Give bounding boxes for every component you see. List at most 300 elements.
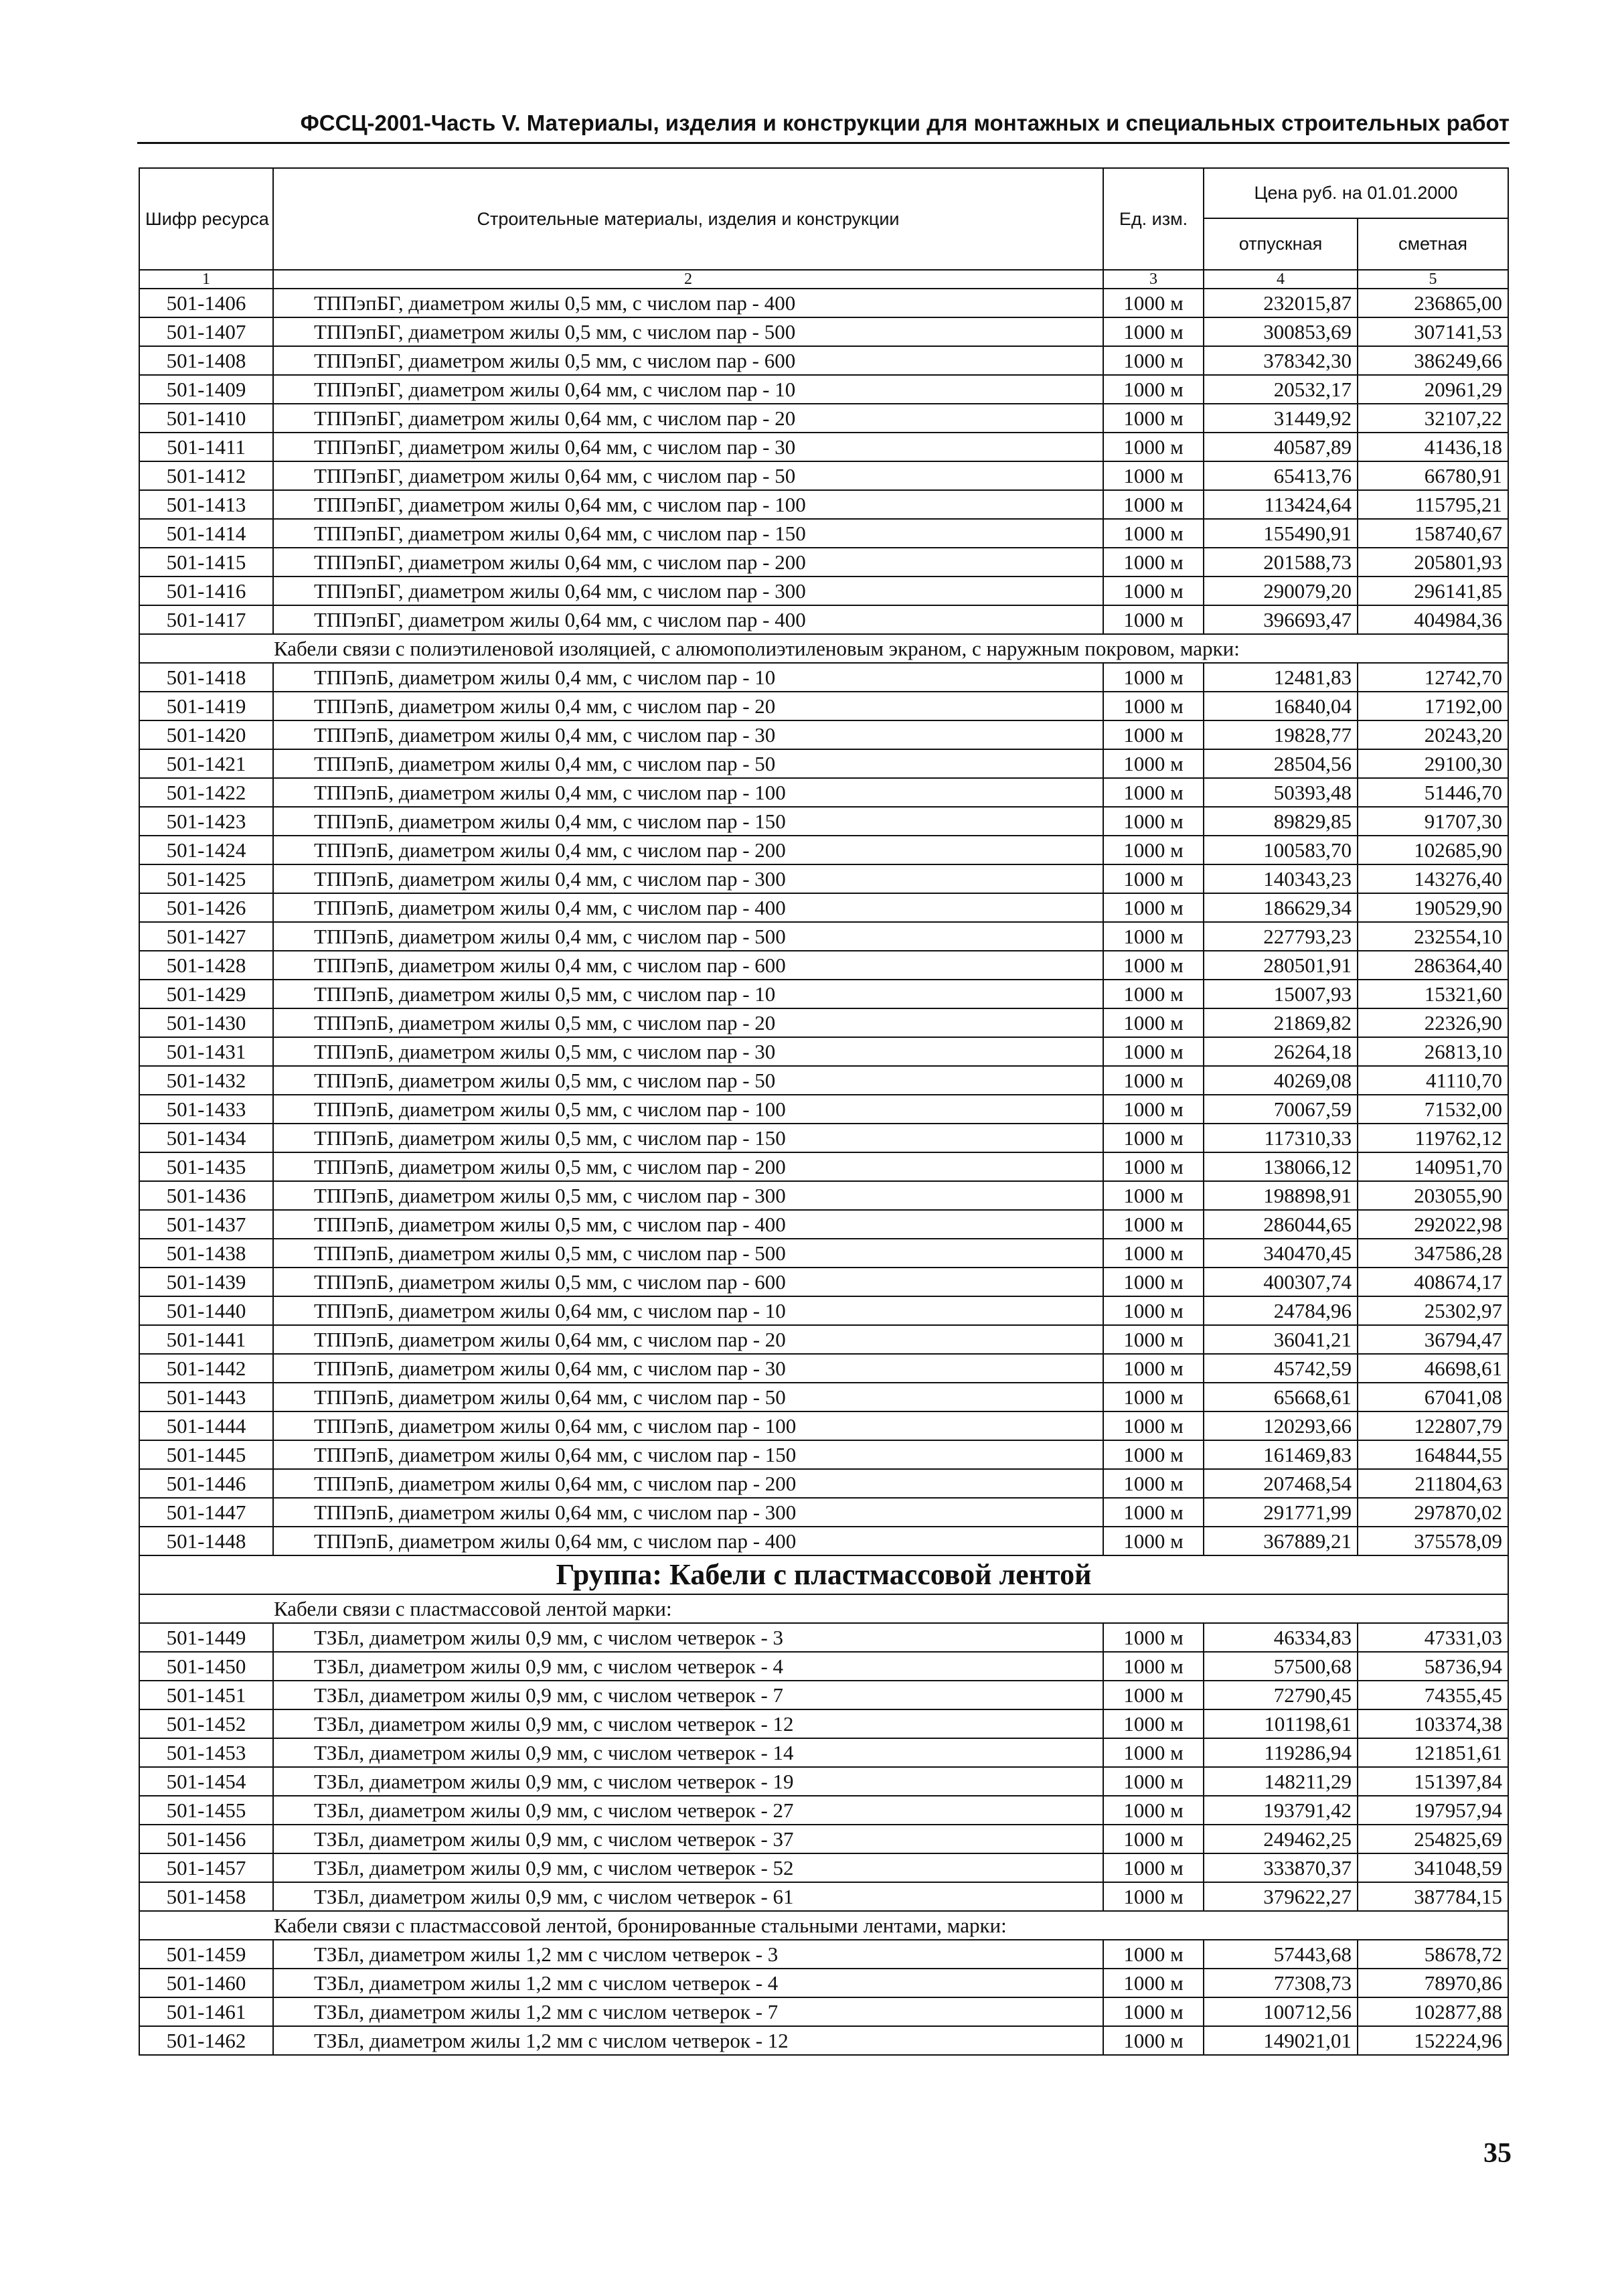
header-rule — [137, 142, 1510, 144]
release-price: 161469,83 — [1204, 1440, 1358, 1469]
estimate-price: 36794,47 — [1358, 1325, 1508, 1354]
material-name: ТППэпБ, диаметром жилы 0,4 мм, с числом пар - 20 — [273, 692, 1103, 720]
resource-code: 501-1453 — [139, 1738, 273, 1767]
unit: 1000 м — [1103, 289, 1204, 317]
release-price: 100583,70 — [1204, 836, 1358, 864]
resource-code: 501-1432 — [139, 1066, 273, 1095]
estimate-price: 115795,21 — [1358, 490, 1508, 519]
release-price: 101198,61 — [1204, 1709, 1358, 1738]
release-price: 45742,59 — [1204, 1354, 1358, 1383]
table-row — [139, 692, 1508, 720]
unit: 1000 м — [1103, 1008, 1204, 1037]
unit: 1000 м — [1103, 1440, 1204, 1469]
estimate-price: 197957,94 — [1358, 1796, 1508, 1825]
release-price: 155490,91 — [1204, 519, 1358, 548]
table-row — [139, 1008, 1508, 1037]
release-price: 113424,64 — [1204, 490, 1358, 519]
release-price: 148211,29 — [1204, 1767, 1358, 1796]
material-name: ТППэпБ, диаметром жилы 0,64 мм, с числом пар - 10 — [273, 1296, 1103, 1325]
material-name: ТППэпБГ, диаметром жилы 0,64 мм, с числом пар - 50 — [273, 461, 1103, 490]
estimate-price: 152224,96 — [1358, 2026, 1508, 2055]
estimate-price: 190529,90 — [1358, 893, 1508, 922]
resource-code: 501-1449 — [139, 1623, 273, 1652]
resource-code: 501-1452 — [139, 1709, 273, 1738]
col-header-price: Цена руб. на 01.01.2000 — [1204, 168, 1508, 218]
estimate-price: 164844,55 — [1358, 1440, 1508, 1469]
estimate-price: 103374,38 — [1358, 1709, 1508, 1738]
resource-code: 501-1454 — [139, 1767, 273, 1796]
estimate-price: 12742,70 — [1358, 663, 1508, 692]
col-header-name: Строительные материалы, изделия и конструкции — [273, 168, 1103, 270]
estimate-price: 387784,15 — [1358, 1882, 1508, 1911]
section-heading-row — [139, 1911, 1508, 1940]
unit: 1000 м — [1103, 605, 1204, 634]
table-row — [139, 433, 1508, 461]
release-price: 119286,94 — [1204, 1738, 1358, 1767]
estimate-price: 296141,85 — [1358, 577, 1508, 605]
estimate-price: 347586,28 — [1358, 1239, 1508, 1268]
release-price: 15007,93 — [1204, 980, 1358, 1008]
unit: 1000 м — [1103, 1037, 1204, 1066]
release-price: 24784,96 — [1204, 1296, 1358, 1325]
release-price: 138066,12 — [1204, 1152, 1358, 1181]
material-name: ТППэпБ, диаметром жилы 0,5 мм, с числом пар - 200 — [273, 1152, 1103, 1181]
material-name: ТППэпБГ, диаметром жилы 0,64 мм, с числом пар - 150 — [273, 519, 1103, 548]
column-numbers-row — [139, 270, 1508, 289]
unit: 1000 м — [1103, 864, 1204, 893]
estimate-price: 375578,09 — [1358, 1527, 1508, 1555]
table-row — [139, 1652, 1508, 1681]
table-row — [139, 1066, 1508, 1095]
table-row — [139, 663, 1508, 692]
release-price: 12481,83 — [1204, 663, 1358, 692]
unit: 1000 м — [1103, 1095, 1204, 1124]
estimate-price: 29100,30 — [1358, 749, 1508, 778]
table-row — [139, 605, 1508, 634]
release-price: 40269,08 — [1204, 1066, 1358, 1095]
material-name: ТППэпБ, диаметром жилы 0,64 мм, с числом пар - 300 — [273, 1498, 1103, 1527]
estimate-price: 205801,93 — [1358, 548, 1508, 577]
estimate-price: 66780,91 — [1358, 461, 1508, 490]
material-name: ТЗБл, диаметром жилы 0,9 мм, с числом четверок - 19 — [273, 1767, 1103, 1796]
table-row — [139, 1124, 1508, 1152]
table-row — [139, 951, 1508, 980]
table-row — [139, 1527, 1508, 1555]
material-name: ТППэпБГ, диаметром жилы 0,64 мм, с числом пар - 30 — [273, 433, 1103, 461]
price-table — [139, 167, 1509, 2056]
release-price: 378342,30 — [1204, 346, 1358, 375]
section-title: Кабели связи с пластмассовой лентой марки: — [139, 1594, 1508, 1623]
release-price: 290079,20 — [1204, 577, 1358, 605]
unit: 1000 м — [1103, 1354, 1204, 1383]
material-name: ТППэпБ, диаметром жилы 0,64 мм, с числом пар - 20 — [273, 1325, 1103, 1354]
release-price: 28504,56 — [1204, 749, 1358, 778]
unit: 1000 м — [1103, 346, 1204, 375]
table-row — [139, 749, 1508, 778]
table-row — [139, 375, 1508, 404]
material-name: ТППэпБ, диаметром жилы 0,64 мм, с числом пар - 400 — [273, 1527, 1103, 1555]
unit: 1000 м — [1103, 1124, 1204, 1152]
resource-code: 501-1456 — [139, 1825, 273, 1853]
unit: 1000 м — [1103, 1969, 1204, 1997]
material-name: ТППэпБГ, диаметром жилы 0,5 мм, с числом пар - 500 — [273, 317, 1103, 346]
resource-code: 501-1407 — [139, 317, 273, 346]
unit: 1000 м — [1103, 1411, 1204, 1440]
table-row — [139, 2026, 1508, 2055]
resource-code: 501-1451 — [139, 1681, 273, 1709]
estimate-price: 404984,36 — [1358, 605, 1508, 634]
release-price: 286044,65 — [1204, 1210, 1358, 1239]
unit: 1000 м — [1103, 836, 1204, 864]
release-price: 46334,83 — [1204, 1623, 1358, 1652]
resource-code: 501-1435 — [139, 1152, 273, 1181]
table-row — [139, 1738, 1508, 1767]
material-name: ТЗБл, диаметром жилы 1,2 мм с числом четверок - 7 — [273, 1997, 1103, 2026]
unit: 1000 м — [1103, 1325, 1204, 1354]
unit: 1000 м — [1103, 1681, 1204, 1709]
material-name: ТППэпБ, диаметром жилы 0,4 мм, с числом пар - 600 — [273, 951, 1103, 980]
material-name: ТППэпБ, диаметром жилы 0,4 мм, с числом пар - 400 — [273, 893, 1103, 922]
table-row — [139, 1411, 1508, 1440]
unit: 1000 м — [1103, 749, 1204, 778]
material-name: ТППэпБ, диаметром жилы 0,5 мм, с числом пар - 150 — [273, 1124, 1103, 1152]
table-row — [139, 980, 1508, 1008]
estimate-price: 292022,98 — [1358, 1210, 1508, 1239]
group-title: Группа: Кабели с пластмассовой лентой — [139, 1555, 1508, 1594]
table-row — [139, 1796, 1508, 1825]
table-row — [139, 1383, 1508, 1411]
resource-code: 501-1428 — [139, 951, 273, 980]
section-title: Кабели связи с полиэтиленовой изоляцией, с алюмополиэтиленовым экраном, с наружным покровом, марки: — [139, 634, 1508, 663]
material-name: ТППэпБ, диаметром жилы 0,5 мм, с числом пар - 10 — [273, 980, 1103, 1008]
material-name: ТЗБл, диаметром жилы 0,9 мм, с числом четверок - 61 — [273, 1882, 1103, 1911]
unit: 1000 м — [1103, 893, 1204, 922]
resource-code: 501-1418 — [139, 663, 273, 692]
section-heading-row — [139, 1594, 1508, 1623]
estimate-price: 341048,59 — [1358, 1853, 1508, 1882]
estimate-price: 254825,69 — [1358, 1825, 1508, 1853]
estimate-price: 32107,22 — [1358, 404, 1508, 433]
unit: 1000 м — [1103, 1527, 1204, 1555]
release-price: 19828,77 — [1204, 720, 1358, 749]
estimate-price: 102877,88 — [1358, 1997, 1508, 2026]
material-name: ТЗБл, диаметром жилы 1,2 мм с числом четверок - 3 — [273, 1940, 1103, 1969]
unit: 1000 м — [1103, 1239, 1204, 1268]
estimate-price: 91707,30 — [1358, 807, 1508, 836]
release-price: 280501,91 — [1204, 951, 1358, 980]
material-name: ТППэпБ, диаметром жилы 0,64 мм, с числом пар - 200 — [273, 1469, 1103, 1498]
col-number: 1 — [139, 270, 273, 289]
estimate-price: 58736,94 — [1358, 1652, 1508, 1681]
release-price: 140343,23 — [1204, 864, 1358, 893]
material-name: ТППэпБ, диаметром жилы 0,64 мм, с числом пар - 100 — [273, 1411, 1103, 1440]
unit: 1000 м — [1103, 1623, 1204, 1652]
estimate-price: 203055,90 — [1358, 1181, 1508, 1210]
unit: 1000 м — [1103, 663, 1204, 692]
unit: 1000 м — [1103, 1152, 1204, 1181]
release-price: 120293,66 — [1204, 1411, 1358, 1440]
table-row — [139, 289, 1508, 317]
material-name: ТППэпБГ, диаметром жилы 0,64 мм, с числом пар - 10 — [273, 375, 1103, 404]
release-price: 186629,34 — [1204, 893, 1358, 922]
estimate-price: 307141,53 — [1358, 317, 1508, 346]
table-row — [139, 1440, 1508, 1469]
estimate-price: 158740,67 — [1358, 519, 1508, 548]
material-name: ТППэпБ, диаметром жилы 0,4 мм, с числом пар - 150 — [273, 807, 1103, 836]
table-row — [139, 836, 1508, 864]
release-price: 50393,48 — [1204, 778, 1358, 807]
table-row — [139, 1325, 1508, 1354]
unit: 1000 м — [1103, 404, 1204, 433]
col-header-unit: Ед. изм. — [1103, 168, 1204, 270]
release-price: 249462,25 — [1204, 1825, 1358, 1853]
material-name: ТЗБл, диаметром жилы 0,9 мм, с числом четверок - 4 — [273, 1652, 1103, 1681]
material-name: ТППэпБ, диаметром жилы 0,4 мм, с числом пар - 30 — [273, 720, 1103, 749]
table-row — [139, 1882, 1508, 1911]
resource-code: 501-1440 — [139, 1296, 273, 1325]
resource-code: 501-1410 — [139, 404, 273, 433]
estimate-price: 122807,79 — [1358, 1411, 1508, 1440]
table-row — [139, 548, 1508, 577]
resource-code: 501-1406 — [139, 289, 273, 317]
estimate-price: 121851,61 — [1358, 1738, 1508, 1767]
resource-code: 501-1460 — [139, 1969, 273, 1997]
material-name: ТППэпБ, диаметром жилы 0,4 мм, с числом пар - 100 — [273, 778, 1103, 807]
material-name: ТППэпБ, диаметром жилы 0,5 мм, с числом пар - 400 — [273, 1210, 1103, 1239]
resource-code: 501-1424 — [139, 836, 273, 864]
release-price: 26264,18 — [1204, 1037, 1358, 1066]
material-name: ТЗБл, диаметром жилы 0,9 мм, с числом четверок - 27 — [273, 1796, 1103, 1825]
unit: 1000 м — [1103, 1825, 1204, 1853]
unit: 1000 м — [1103, 490, 1204, 519]
table-row — [139, 720, 1508, 749]
unit: 1000 м — [1103, 1738, 1204, 1767]
material-name: ТППэпБ, диаметром жилы 0,4 мм, с числом пар - 500 — [273, 922, 1103, 951]
unit: 1000 м — [1103, 1767, 1204, 1796]
material-name: ТЗБл, диаметром жилы 0,9 мм, с числом четверок - 52 — [273, 1853, 1103, 1882]
table-row — [139, 519, 1508, 548]
material-name: ТППэпБ, диаметром жилы 0,5 мм, с числом пар - 500 — [273, 1239, 1103, 1268]
release-price: 40587,89 — [1204, 433, 1358, 461]
estimate-price: 67041,08 — [1358, 1383, 1508, 1411]
estimate-price: 408674,17 — [1358, 1268, 1508, 1296]
material-name: ТППэпБГ, диаметром жилы 0,5 мм, с числом пар - 400 — [273, 289, 1103, 317]
release-price: 198898,91 — [1204, 1181, 1358, 1210]
col-number: 2 — [273, 270, 1103, 289]
material-name: ТЗБл, диаметром жилы 0,9 мм, с числом четверок - 14 — [273, 1738, 1103, 1767]
resource-code: 501-1445 — [139, 1440, 273, 1469]
table-row — [139, 864, 1508, 893]
release-price: 367889,21 — [1204, 1527, 1358, 1555]
table-row — [139, 1239, 1508, 1268]
release-price: 77308,73 — [1204, 1969, 1358, 1997]
resource-code: 501-1426 — [139, 893, 273, 922]
resource-code: 501-1461 — [139, 1997, 273, 2026]
resource-code: 501-1423 — [139, 807, 273, 836]
unit: 1000 м — [1103, 1652, 1204, 1681]
estimate-price: 232554,10 — [1358, 922, 1508, 951]
unit: 1000 м — [1103, 807, 1204, 836]
estimate-price: 17192,00 — [1358, 692, 1508, 720]
resource-code: 501-1409 — [139, 375, 273, 404]
resource-code: 501-1442 — [139, 1354, 273, 1383]
table-row — [139, 1354, 1508, 1383]
material-name: ТППэпБГ, диаметром жилы 0,5 мм, с числом пар - 600 — [273, 346, 1103, 375]
section-heading-row — [139, 634, 1508, 663]
estimate-price: 20961,29 — [1358, 375, 1508, 404]
resource-code: 501-1427 — [139, 922, 273, 951]
table-row — [139, 490, 1508, 519]
table-row — [139, 1296, 1508, 1325]
table-row — [139, 1498, 1508, 1527]
material-name: ТППэпБ, диаметром жилы 0,4 мм, с числом пар - 200 — [273, 836, 1103, 864]
resource-code: 501-1419 — [139, 692, 273, 720]
resource-code: 501-1438 — [139, 1239, 273, 1268]
material-name: ТЗБл, диаметром жилы 1,2 мм с числом четверок - 4 — [273, 1969, 1103, 1997]
unit: 1000 м — [1103, 548, 1204, 577]
resource-code: 501-1455 — [139, 1796, 273, 1825]
material-name: ТЗБл, диаметром жилы 0,9 мм, с числом четверок - 7 — [273, 1681, 1103, 1709]
release-price: 400307,74 — [1204, 1268, 1358, 1296]
estimate-price: 71532,00 — [1358, 1095, 1508, 1124]
section-title: Кабели связи с пластмассовой лентой, бронированные стальными лентами, марки: — [139, 1911, 1508, 1940]
table-row — [139, 893, 1508, 922]
material-name: ТППэпБГ, диаметром жилы 0,64 мм, с числом пар - 400 — [273, 605, 1103, 634]
unit: 1000 м — [1103, 1181, 1204, 1210]
release-price: 65413,76 — [1204, 461, 1358, 490]
release-price: 333870,37 — [1204, 1853, 1358, 1882]
release-price: 227793,23 — [1204, 922, 1358, 951]
table-row — [139, 1152, 1508, 1181]
release-price: 72790,45 — [1204, 1681, 1358, 1709]
group-heading-row — [139, 1555, 1508, 1594]
table-row — [139, 1940, 1508, 1969]
release-price: 193791,42 — [1204, 1796, 1358, 1825]
resource-code: 501-1431 — [139, 1037, 273, 1066]
unit: 1000 м — [1103, 720, 1204, 749]
release-price: 201588,73 — [1204, 548, 1358, 577]
table-row — [139, 1709, 1508, 1738]
estimate-price: 41110,70 — [1358, 1066, 1508, 1095]
table-row — [139, 807, 1508, 836]
table-row — [139, 577, 1508, 605]
table-row — [139, 461, 1508, 490]
unit: 1000 м — [1103, 1882, 1204, 1911]
estimate-price: 236865,00 — [1358, 289, 1508, 317]
material-name: ТППэпБГ, диаметром жилы 0,64 мм, с числом пар - 100 — [273, 490, 1103, 519]
resource-code: 501-1411 — [139, 433, 273, 461]
table-row — [139, 1268, 1508, 1296]
material-name: ТППэпБ, диаметром жилы 0,5 мм, с числом пар - 100 — [273, 1095, 1103, 1124]
page-number: 35 — [1483, 2138, 1512, 2169]
release-price: 396693,47 — [1204, 605, 1358, 634]
estimate-price: 51446,70 — [1358, 778, 1508, 807]
estimate-price: 41436,18 — [1358, 433, 1508, 461]
release-price: 21869,82 — [1204, 1008, 1358, 1037]
resource-code: 501-1458 — [139, 1882, 273, 1911]
material-name: ТЗБл, диаметром жилы 0,9 мм, с числом четверок - 12 — [273, 1709, 1103, 1738]
unit: 1000 м — [1103, 1709, 1204, 1738]
release-price: 232015,87 — [1204, 289, 1358, 317]
table-row — [139, 1969, 1508, 1997]
resource-code: 501-1420 — [139, 720, 273, 749]
unit: 1000 м — [1103, 1469, 1204, 1498]
table-row — [139, 1853, 1508, 1882]
unit: 1000 м — [1103, 317, 1204, 346]
material-name: ТППэпБ, диаметром жилы 0,5 мм, с числом пар - 300 — [273, 1181, 1103, 1210]
table-row — [139, 404, 1508, 433]
table-row — [139, 346, 1508, 375]
estimate-price: 46698,61 — [1358, 1354, 1508, 1383]
material-name: ТППэпБ, диаметром жилы 0,5 мм, с числом пар - 600 — [273, 1268, 1103, 1296]
unit: 1000 м — [1103, 951, 1204, 980]
resource-code: 501-1417 — [139, 605, 273, 634]
unit: 1000 м — [1103, 1796, 1204, 1825]
col-header-estimate: сметная — [1358, 218, 1508, 270]
release-price: 340470,45 — [1204, 1239, 1358, 1268]
estimate-price: 15321,60 — [1358, 980, 1508, 1008]
release-price: 89829,85 — [1204, 807, 1358, 836]
release-price: 31449,92 — [1204, 404, 1358, 433]
table-row — [139, 778, 1508, 807]
unit: 1000 м — [1103, 1940, 1204, 1969]
estimate-price: 58678,72 — [1358, 1940, 1508, 1969]
resource-code: 501-1429 — [139, 980, 273, 1008]
resource-code: 501-1412 — [139, 461, 273, 490]
material-name: ТППэпБ, диаметром жилы 0,4 мм, с числом пар - 10 — [273, 663, 1103, 692]
table-row — [139, 1623, 1508, 1652]
estimate-price: 20243,20 — [1358, 720, 1508, 749]
resource-code: 501-1447 — [139, 1498, 273, 1527]
resource-code: 501-1433 — [139, 1095, 273, 1124]
resource-code: 501-1441 — [139, 1325, 273, 1354]
table-row — [139, 1997, 1508, 2026]
unit: 1000 м — [1103, 1296, 1204, 1325]
release-price: 207468,54 — [1204, 1469, 1358, 1498]
estimate-price: 78970,86 — [1358, 1969, 1508, 1997]
material-name: ТППэпБ, диаметром жилы 0,64 мм, с числом пар - 30 — [273, 1354, 1103, 1383]
table-row — [139, 1681, 1508, 1709]
estimate-price: 143276,40 — [1358, 864, 1508, 893]
resource-code: 501-1459 — [139, 1940, 273, 1969]
material-name: ТППэпБ, диаметром жилы 0,5 мм, с числом пар - 50 — [273, 1066, 1103, 1095]
resource-code: 501-1457 — [139, 1853, 273, 1882]
release-price: 379622,27 — [1204, 1882, 1358, 1911]
material-name: ТППэпБ, диаметром жилы 0,64 мм, с числом пар - 150 — [273, 1440, 1103, 1469]
col-header-release: отпускная — [1204, 218, 1358, 270]
resource-code: 501-1421 — [139, 749, 273, 778]
unit: 1000 м — [1103, 461, 1204, 490]
estimate-price: 140951,70 — [1358, 1152, 1508, 1181]
table-row — [139, 1037, 1508, 1066]
unit: 1000 м — [1103, 577, 1204, 605]
unit: 1000 м — [1103, 1853, 1204, 1882]
resource-code: 501-1413 — [139, 490, 273, 519]
resource-code: 501-1436 — [139, 1181, 273, 1210]
table-row — [139, 922, 1508, 951]
resource-code: 501-1437 — [139, 1210, 273, 1239]
release-price: 57500,68 — [1204, 1652, 1358, 1681]
release-price: 16840,04 — [1204, 692, 1358, 720]
resource-code: 501-1414 — [139, 519, 273, 548]
release-price: 149021,01 — [1204, 2026, 1358, 2055]
table-row — [139, 1767, 1508, 1796]
estimate-price: 47331,03 — [1358, 1623, 1508, 1652]
material-name: ТППэпБ, диаметром жилы 0,5 мм, с числом пар - 20 — [273, 1008, 1103, 1037]
estimate-price: 297870,02 — [1358, 1498, 1508, 1527]
resource-code: 501-1415 — [139, 548, 273, 577]
release-price: 65668,61 — [1204, 1383, 1358, 1411]
